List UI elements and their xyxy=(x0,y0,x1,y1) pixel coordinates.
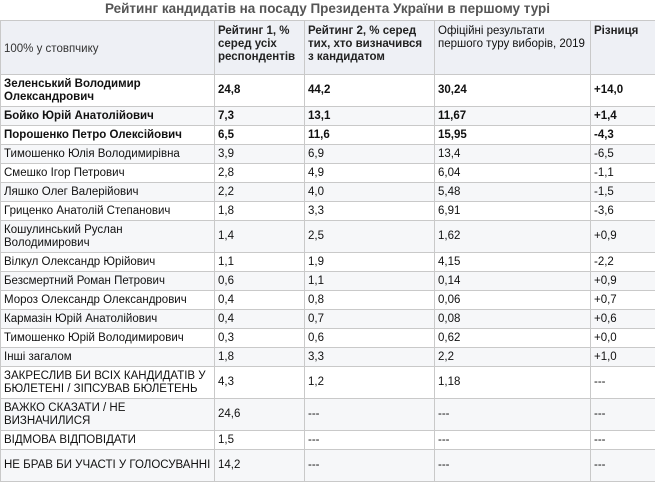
rating-1-cell: 0,4 xyxy=(215,310,305,329)
difference-cell: +1,4 xyxy=(591,107,655,126)
difference-cell: +0,0 xyxy=(591,329,655,348)
candidate-name-cell: ВІДМОВА ВІДПОВІДАТИ xyxy=(1,431,215,450)
candidate-name-cell: Порошенко Петро Олексійович xyxy=(1,126,215,145)
table-body xyxy=(1,75,655,482)
rating-2-cell: 44,2 xyxy=(305,75,435,107)
rating-1-cell: 2,2 xyxy=(215,183,305,202)
difference-cell: --- xyxy=(591,399,655,431)
difference-cell: --- xyxy=(591,450,655,482)
difference-cell: +0,6 xyxy=(591,310,655,329)
table-row xyxy=(1,367,655,399)
official-result-cell: --- xyxy=(435,399,591,431)
table-row xyxy=(1,291,655,310)
table-row xyxy=(1,221,655,253)
rating-2-cell: 3,3 xyxy=(305,202,435,221)
rating-2-cell: 0,7 xyxy=(305,310,435,329)
table-row xyxy=(1,164,655,183)
rating-2-cell: 0,6 xyxy=(305,329,435,348)
rating-2-cell: 6,9 xyxy=(305,145,435,164)
candidate-name-cell: Гриценко Анатолій Степанович xyxy=(1,202,215,221)
page-title: Рейтинг кандидатів на посаду Президента України в першому турі xyxy=(104,1,551,16)
rating-2-cell: 0,8 xyxy=(305,291,435,310)
official-result-cell: 0,14 xyxy=(435,272,591,291)
rating-1-cell: 1,8 xyxy=(215,348,305,367)
official-result-cell: 6,04 xyxy=(435,164,591,183)
rating-2-cell: 13,1 xyxy=(305,107,435,126)
official-result-cell: 5,48 xyxy=(435,183,591,202)
official-result-cell: --- xyxy=(435,431,591,450)
rating-2-cell: 1,9 xyxy=(305,253,435,272)
candidate-name-cell: Кармазін Юрій Анатолійович xyxy=(1,310,215,329)
candidate-name-cell: Зеленський Володимир Олександрович xyxy=(1,75,215,107)
table-row xyxy=(1,431,655,450)
difference-cell: -4,3 xyxy=(591,126,655,145)
rating-1-cell: 0,3 xyxy=(215,329,305,348)
table-row xyxy=(1,310,655,329)
official-result-cell: 4,15 xyxy=(435,253,591,272)
rating-2-cell: 1,2 xyxy=(305,367,435,399)
candidate-name-cell: Безсмертний Роман Петрович xyxy=(1,272,215,291)
difference-cell: --- xyxy=(591,431,655,450)
rating-1-cell: 1,8 xyxy=(215,202,305,221)
header-column-note: 100% у стовпчику xyxy=(1,21,215,75)
rating-2-cell: 2,5 xyxy=(305,221,435,253)
table-row xyxy=(1,399,655,431)
rating-2-cell: 4,0 xyxy=(305,183,435,202)
official-result-cell: 0,62 xyxy=(435,329,591,348)
rating-1-cell: 24,6 xyxy=(215,399,305,431)
difference-cell: +0,9 xyxy=(591,272,655,291)
rating-1-cell: 7,3 xyxy=(215,107,305,126)
rating-2-cell: --- xyxy=(305,399,435,431)
difference-cell: +1,0 xyxy=(591,348,655,367)
table-row xyxy=(1,107,655,126)
table-row xyxy=(1,253,655,272)
official-result-cell: --- xyxy=(435,450,591,482)
rating-1-cell: 1,1 xyxy=(215,253,305,272)
difference-cell: --- xyxy=(591,367,655,399)
results-table xyxy=(0,20,655,482)
candidate-name-cell: Тимошенко Юрій Володимирович xyxy=(1,329,215,348)
rating-1-cell: 0,6 xyxy=(215,272,305,291)
table-row xyxy=(1,329,655,348)
table-row xyxy=(1,348,655,367)
rating-2-cell: 1,1 xyxy=(305,272,435,291)
official-result-cell: 0,06 xyxy=(435,291,591,310)
difference-cell: -2,2 xyxy=(591,253,655,272)
candidate-name-cell: Ляшко Олег Валерійович xyxy=(1,183,215,202)
candidate-name-cell: Бойко Юрій Анатолійович xyxy=(1,107,215,126)
table-header-row xyxy=(1,21,655,75)
rating-1-cell: 1,4 xyxy=(215,221,305,253)
candidate-name-cell: ВАЖКО СКАЗАТИ / НЕ ВИЗНАЧИЛИСЯ xyxy=(1,399,215,431)
rating-1-cell: 4,3 xyxy=(215,367,305,399)
rating-2-cell: 3,3 xyxy=(305,348,435,367)
table-row xyxy=(1,202,655,221)
candidate-name-cell: Вілкул Олександр Юрійович xyxy=(1,253,215,272)
header-difference: Різниця xyxy=(591,21,655,75)
table-row xyxy=(1,183,655,202)
difference-cell: +0,7 xyxy=(591,291,655,310)
candidate-name-cell: Смешко Ігор Петрович xyxy=(1,164,215,183)
rating-1-cell: 3,9 xyxy=(215,145,305,164)
table-row xyxy=(1,272,655,291)
header-official-results: Офіційні результати першого туру виборів, 2019 xyxy=(435,21,591,75)
rating-1-cell: 0,4 xyxy=(215,291,305,310)
difference-cell: +14,0 xyxy=(591,75,655,107)
difference-cell: -1,1 xyxy=(591,164,655,183)
table-row xyxy=(1,145,655,164)
difference-cell: +0,9 xyxy=(591,221,655,253)
rating-2-cell: --- xyxy=(305,431,435,450)
official-result-cell: 13,4 xyxy=(435,145,591,164)
official-result-cell: 11,67 xyxy=(435,107,591,126)
official-result-cell: 15,95 xyxy=(435,126,591,145)
official-result-cell: 0,08 xyxy=(435,310,591,329)
official-result-cell: 1,18 xyxy=(435,367,591,399)
rating-1-cell: 6,5 xyxy=(215,126,305,145)
candidate-name-cell: ЗАКРЕСЛИВ БИ ВСІХ КАНДИДАТІВ У БЮЛЕТЕНІ / ЗІПСУВАВ БЮЛЕТЕНЬ xyxy=(1,367,215,399)
official-result-cell: 2,2 xyxy=(435,348,591,367)
candidate-name-cell: Інші загалом xyxy=(1,348,215,367)
difference-cell: -3,6 xyxy=(591,202,655,221)
official-result-cell: 6,91 xyxy=(435,202,591,221)
table-row xyxy=(1,75,655,107)
candidate-name-cell: Мороз Олександр Олександрович xyxy=(1,291,215,310)
candidate-name-cell: Тимошенко Юлія Володимирівна xyxy=(1,145,215,164)
rating-1-cell: 2,8 xyxy=(215,164,305,183)
candidate-name-cell: НЕ БРАВ БИ УЧАСТІ У ГОЛОСУВАННІ xyxy=(1,450,215,482)
table-row xyxy=(1,450,655,482)
difference-cell: -1,5 xyxy=(591,183,655,202)
rating-1-cell: 1,5 xyxy=(215,431,305,450)
candidate-name-cell: Кошулинський Руслан Володимирович xyxy=(1,221,215,253)
rating-1-cell: 14,2 xyxy=(215,450,305,482)
official-result-cell: 30,24 xyxy=(435,75,591,107)
header-rating-2: Рейтинг 2, % серед тих, хто визначився з кандидатом xyxy=(305,21,435,75)
header-rating-1: Рейтинг 1, % серед усіх респондентів xyxy=(215,21,305,75)
difference-cell: -6,5 xyxy=(591,145,655,164)
rating-2-cell: 11,6 xyxy=(305,126,435,145)
rating-2-cell: 4,9 xyxy=(305,164,435,183)
table-row xyxy=(1,126,655,145)
rating-2-cell: --- xyxy=(305,450,435,482)
official-result-cell: 1,62 xyxy=(435,221,591,253)
rating-1-cell: 24,8 xyxy=(215,75,305,107)
